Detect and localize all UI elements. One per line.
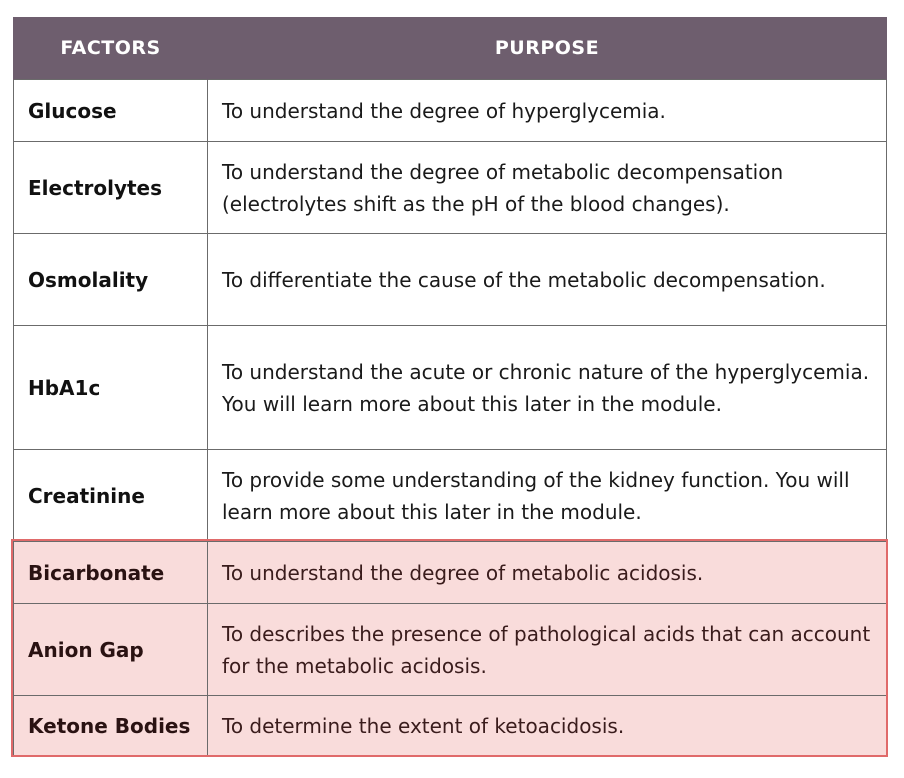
purpose-cell: To understand the degree of hyperglycemia. (208, 80, 887, 142)
factor-cell: Ketone Bodies (14, 696, 208, 756)
purpose-cell: To describes the presence of pathological acids that can account for the metabolic acidosis. (208, 604, 887, 696)
purpose-cell: To understand the degree of metabolic decompensation (electrolytes shift as the pH of the blood changes). (208, 142, 887, 234)
table-header-row (14, 17, 887, 80)
table-row-hba1c (14, 326, 887, 450)
header-purpose: PURPOSE (208, 17, 887, 80)
table-row-ketone-bodies (14, 696, 887, 756)
table-row-glucose (14, 80, 887, 142)
factor-cell: Bicarbonate (14, 542, 208, 604)
purpose-cell: To differentiate the cause of the metabolic decompensation. (208, 234, 887, 326)
factor-cell: HbA1c (14, 326, 208, 450)
purpose-cell: To determine the extent of ketoacidosis. (208, 696, 887, 756)
table-row-osmolality (14, 234, 887, 326)
factors-table-container (13, 17, 886, 756)
table-row-anion-gap (14, 604, 887, 696)
factor-cell: Osmolality (14, 234, 208, 326)
factor-cell: Creatinine (14, 450, 208, 542)
factor-cell: Electrolytes (14, 142, 208, 234)
purpose-cell: To understand the degree of metabolic acidosis. (208, 542, 887, 604)
header-factors: FACTORS (14, 17, 208, 80)
table-row-creatinine (14, 450, 887, 542)
purpose-cell: To provide some understanding of the kidney function. You will learn more about this later in the module. (208, 450, 887, 542)
purpose-cell: To understand the acute or chronic nature of the hyperglycemia. You will learn more about this later in the module. (208, 326, 887, 450)
table-row-bicarbonate (14, 542, 887, 604)
factor-cell: Anion Gap (14, 604, 208, 696)
factor-cell: Glucose (14, 80, 208, 142)
factors-table (13, 17, 887, 756)
table-row-electrolytes (14, 142, 887, 234)
